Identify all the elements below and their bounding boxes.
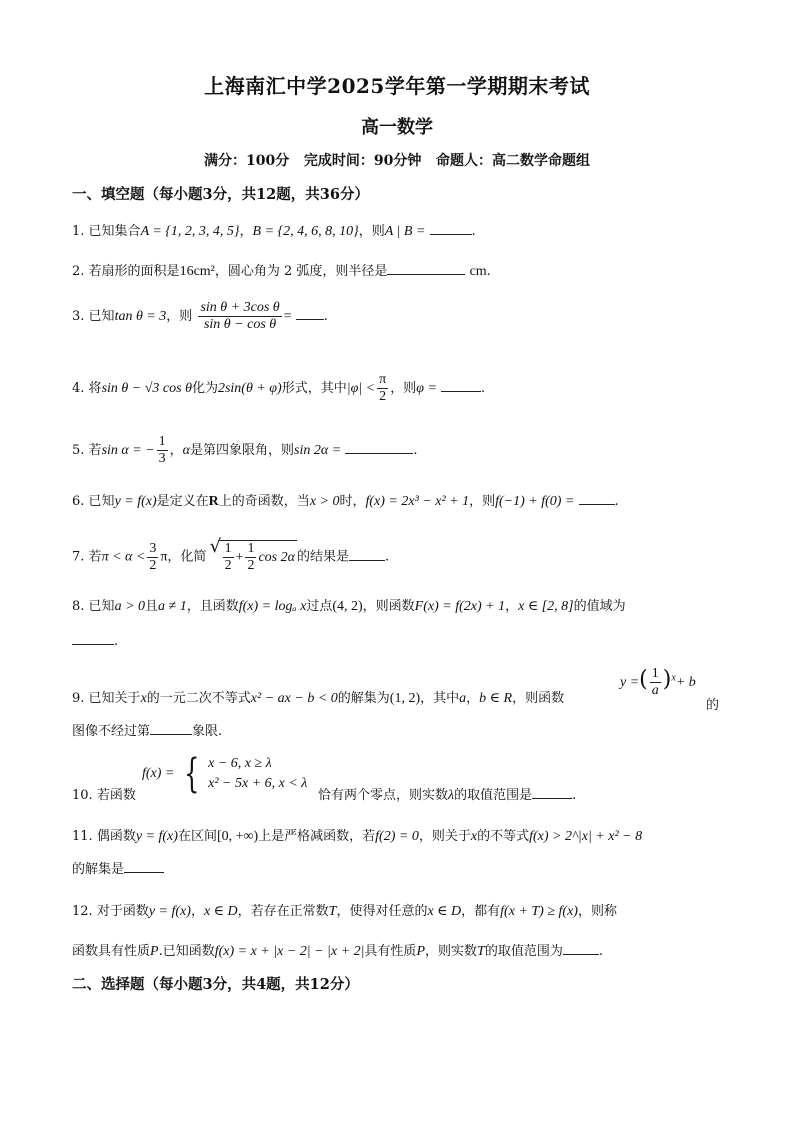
answer-blank[interactable] <box>579 492 615 505</box>
exam-title: 上海南汇中学2025学年第一学期期末考试 <box>204 74 590 98</box>
answer-blank[interactable] <box>349 548 385 561</box>
exam-page: 上海南汇中学2025学年第一学期期末考试 高一数学 满分：100分 完成时间：90分钟 命题人：高二数学命题组 一、填空题（每小题3分，共12题，共36分） 1. 已知集合A = {1, 2, 3, 4, 5}，B = {2, 4, 6, 8, 10}，则A | B = . 2. 若扇形的面积是16cm²，圆心角为 2 弧度，则半径是 cm. 3. 已知tan θ = 3，则 $\frac{\text{sin θ + 3cos θ}}{\text{sin θ − cos θ}}$ = . 4. 将sin θ − √3 cos θ化为2sin(θ + φ)形式，其中|φ| < $\frac{\pi}{2}$ ，则φ = . 5. 若sin α = − $\frac{1}{3}$ ，α是第四象限角，则sin 2α = . 6. 已知y = f(x)是定义在R上的奇函数，当x > 0时，f(x) = 2x³ − x² + 1，则f(−1) + f(0) = . 7. 若π < α < $\frac{3}{2}$ π，化简 √ $\frac{1}{2}$ + $\frac{1}{2}$ cos 2α 的结果是 . 8. 已知a > 0且a ≠ 1，且函数f(x) = logₐ x过点(4, 2)，则函数F(x) = f(2x) + 1，x ∈ [2, 8]的值域为 . 9. 已知关于x的一元二次不等式x² − ax − b < 0的解集为(1, 2)，其中a，b ∈ R，则函数 y =( $\frac{1}{a}$ )$^x$+ b 的 图像不经过第 象限. 10. 若函数 恰有两个零点，则实数λ的取值范围是 . f(x) = { x − 6, x ≥ λ x² − 5x + 6, x < λ 11. 偶函数y = f(x)在区间[0, +∞)上是严格减函数，若f(2) = 0，则关于x的不等式f(x) > 2^|x| + x² − 8 的解集是 12. 对于函数y = f(x)，x ∈ D，若存在正常数T，使得对任意的x ∈ D，都有f(x + T) ≥ f(x)，则称 函数具有性质P.已知函数f(x) = x + |x − 2| − |x + 2|具有性质P，则实数T的取值范围为 . 二、选择题（每小题3分，共4题，共12分） <box>0 0 794 1123</box>
answer-blank[interactable] <box>150 722 192 735</box>
fraction: $\frac{\text{sin θ + 3cos θ}}{\text{sin θ − cos θ}}$ <box>200 300 280 332</box>
answer-blank[interactable] <box>296 307 324 320</box>
subject-title: 高一数学 <box>361 117 433 138</box>
question-2: 2. 若扇形的面积是16cm²，圆心角为 2 弧度，则半径是 cm. <box>72 264 491 279</box>
section-fill-heading: 一、填空题（每小题3分，共12题，共36分） <box>72 186 369 203</box>
question-9-function: y =( $\frac{1}{a}$ )$^x$+ b <box>620 666 696 698</box>
question-4: 4. 将sin θ − √3 cos θ化为2sin(θ + φ)形式，其中|φ| < $\frac{\pi}{2}$ ，则φ = . <box>72 372 486 404</box>
answer-blank[interactable] <box>124 860 164 873</box>
question-3: 3. 已知tan θ = 3，则 $\frac{\text{sin θ + 3cos θ}}{\text{sin θ − cos θ}}$ = . <box>72 300 328 332</box>
sqrt-expression: √ $\frac{1}{2}$ + $\frac{1}{2}$ cos 2α <box>209 536 295 573</box>
exam-info: 满分：100分 完成时间：90分钟 命题人：高二数学命题组 <box>204 153 590 169</box>
answer-blank[interactable] <box>430 222 472 235</box>
question-8: 8. 已知a > 0且a ≠ 1，且函数f(x) = logₐ x过点(4, 2)，则函数F(x) = f(2x) + 1，x ∈ [2, 8]的值域为 <box>72 599 626 614</box>
question-7: 7. 若π < α < $\frac{3}{2}$ π，化简 √ $\frac{1}{2}$ + $\frac{1}{2}$ cos 2α 的结果是 . <box>72 536 390 573</box>
answer-blank[interactable] <box>387 262 465 275</box>
question-10: 10. 若函数 恰有两个零点，则实数λ的取值范围是 . <box>72 788 577 803</box>
answer-blank[interactable] <box>345 441 413 454</box>
question-12: 12. 对于函数y = f(x)，x ∈ D，若存在正常数T，使得对任意的x ∈ D，都有f(x + T) ≥ f(x)，则称 <box>72 904 617 919</box>
question-12-cont: 函数具有性质P.已知函数f(x) = x + |x − 2| − |x + 2|具有性质P，则实数T的取值范围为 . <box>72 944 603 959</box>
question-11-cont: 的解集是 <box>72 860 732 879</box>
question-5: 5. 若sin α = − $\frac{1}{3}$ ，α是第四象限角，则sin 2α = . <box>72 434 418 466</box>
piecewise-function: f(x) = { x − 6, x ≥ λ x² − 5x + 6, x < λ <box>142 751 308 797</box>
question-1: 1. 已知集合A = {1, 2, 3, 4, 5}，B = {2, 4, 6, 8, 10}，则A | B = . <box>72 224 476 239</box>
answer-blank[interactable] <box>72 632 114 645</box>
answer-blank[interactable] <box>563 942 599 955</box>
question-11: 11. 偶函数y = f(x)在区间[0, +∞)上是严格减函数，若f(2) = 0，则关于x的不等式f(x) > 2^|x| + x² − 8 <box>72 829 643 844</box>
answer-blank[interactable] <box>441 379 481 392</box>
section-choice-heading: 二、选择题（每小题3分，共4题，共12分） <box>72 976 359 993</box>
question-9: 9. 已知关于x的一元二次不等式x² − ax − b < 0的解集为(1, 2)，其中a，b ∈ R，则函数 <box>72 691 565 706</box>
answer-blank[interactable] <box>532 786 572 799</box>
question-6: 6. 已知y = f(x)是定义在R上的奇函数，当x > 0时，f(x) = 2x³ − x² + 1，则f(−1) + f(0) = . <box>72 494 619 509</box>
question-9-cont: 图像不经过第 象限. <box>72 724 223 739</box>
question-8-answer-line: . <box>72 632 732 651</box>
